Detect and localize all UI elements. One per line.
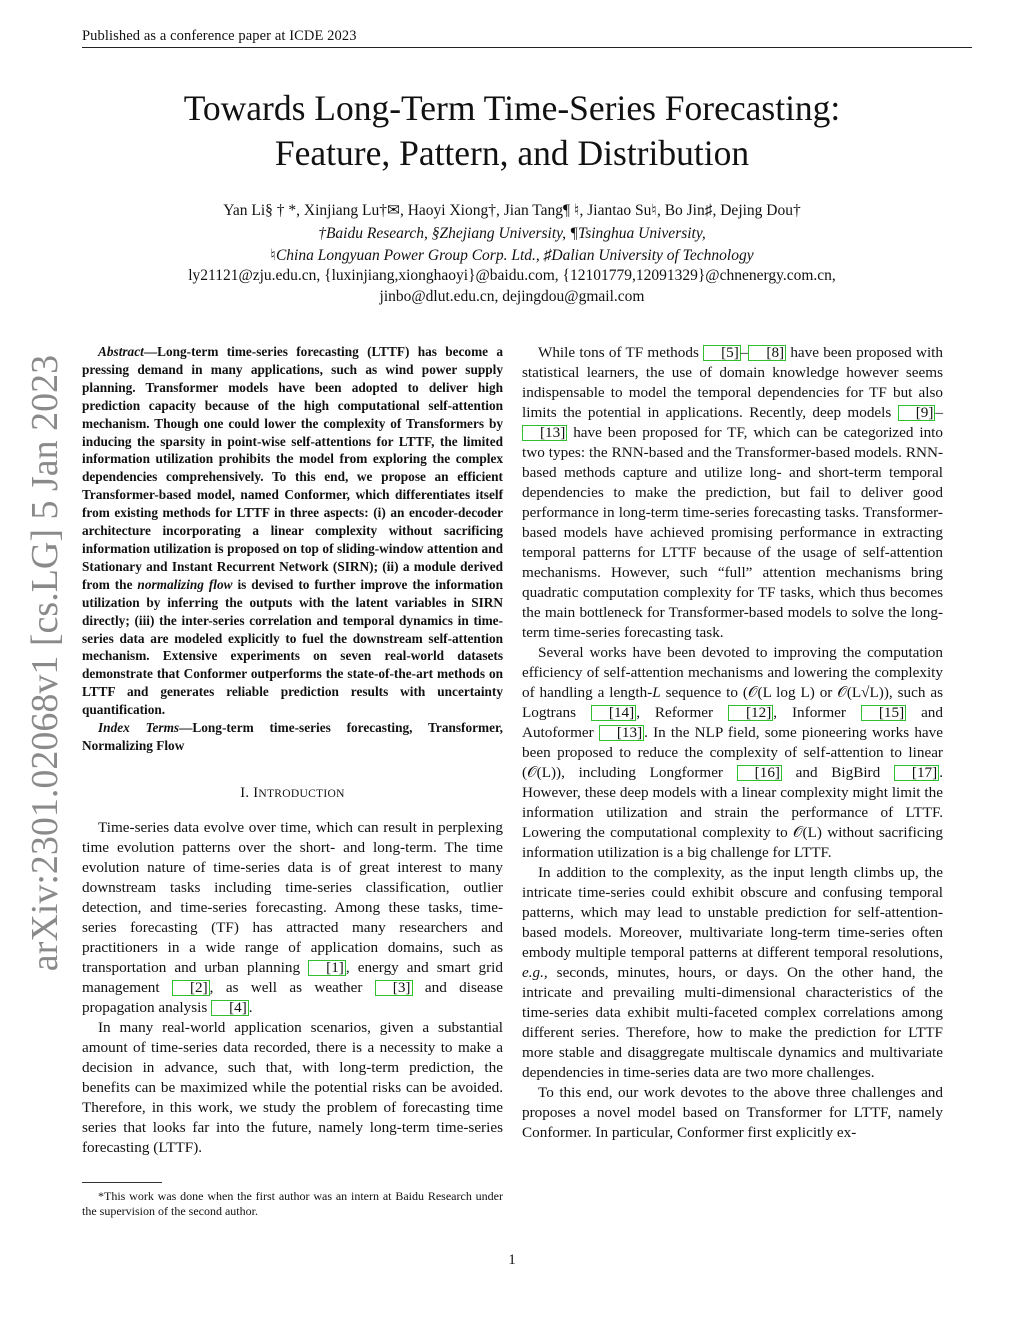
affiliation-line-1: †Baidu Research, §Zhejiang University, ¶Tsinghua University, [318, 225, 706, 242]
section-initial: I [253, 784, 259, 801]
text-run: without sacrificing information utilization is a big challenge for LTTF. [522, 824, 943, 861]
left-column [82, 343, 503, 1219]
title-line-1: Towards Long-Term Time-Series Forecasting: [183, 88, 841, 128]
email-line-1[interactable]: ly21121@zju.edu.cn, {luxinjiang,xionghaoyi}@baidu.com, {12101779,12091329}@chnenergy.com.cn, [188, 267, 836, 284]
text-run: and BigBird [781, 764, 894, 781]
math-expression: 𝒪(L log L) [747, 684, 815, 701]
text-run: , Reformer [636, 704, 728, 721]
abstract-emphasis: normalizing flow [137, 576, 233, 592]
text-run: – [740, 344, 749, 361]
citation-link[interactable]: [13] [599, 725, 644, 741]
section-number: I. [240, 784, 254, 801]
text-run: Time-series data evolve over time, which can result in perplexing time evolution patterns over the short- and long-term. The time evolution nature of time-series data is of great interest to many downstream tasks including time-series classification, outlier detection, and time-series forecasting. Among these tasks, time-series forecasting (TF) has attracted many researchers and practitioners in a wide range of application domains, such as transportation and urban planning [82, 818, 503, 976]
citation-link[interactable]: [5] [703, 345, 741, 361]
math-expression: 𝒪(L) [527, 764, 557, 781]
affiliation-line-2: ♮China Longyuan Power Group Corp. Ltd., ♯Dalian University of Technology [270, 247, 754, 264]
text-run: . However, these deep models with a linear complexity might limit the information utilization and strain the performance of LTTF. Lowering the computational complexity to [522, 764, 943, 841]
page-number: 1 [508, 1252, 516, 1268]
citation-link[interactable]: [9] [898, 405, 936, 421]
section-heading-introduction [82, 783, 503, 804]
right-paragraph-1 [522, 343, 943, 643]
text-run: e.g., [522, 964, 548, 981]
conference-header: Published as a conference paper at ICDE 2023 [82, 28, 357, 44]
citation-link[interactable]: [3] [375, 980, 413, 996]
citation-link[interactable]: [1] [308, 960, 346, 976]
email-line-2[interactable]: jinbo@dlut.edu.cn, dejingdou@gmail.com [379, 288, 645, 305]
paper-title [80, 86, 944, 176]
citation-link[interactable]: [16] [737, 765, 782, 781]
right-paragraph-3 [522, 863, 943, 1083]
text-run: ), including Longformer [556, 764, 737, 781]
text-run: . [248, 998, 253, 1016]
abstract-text: —Long-term time-series forecasting (LTTF) has become a pressing demand in many applications, such as wind power supply planning. Transformer models have been adopted to deliver high prediction capacity because of the high computational self-attention mechanism. Though one could lower the complexity of Transformers by inducing the sparsity in point-wise self-attentions for LTTF, the limited information utilization prohibits the model from exploring the complex dependencies comprehensively. To this end, we propose an efficient Transformer-based model, named Conformer, which differentiates itself from existing methods for LTTF in three aspects: (i) an encoder-decoder architecture incorporating a linear complexity without sacrificing information utilization is proposed on top of sliding-window attention and Stationary and Instant Recurrent Network (SIRN); (ii) a module derived from the [82, 344, 503, 592]
text-run: have been proposed for TF, which can be categorized into two types: the RNN-based and the Transformer-based models. RNN-based methods capture and utilize long- and short-term temporal dependencies to make the prediction, but fail to deliver good performance in long-term time-series forecasting tasks. Transformer-based models have achieved promising performance in extracting temporal patterns for LTTF because of the usage of self-attention mechanisms. However, such “full” attention mechanisms bring quadratic computation complexity for TF tasks, which thus becomes the main bottleneck for Transformer-based models to solve the long-term time-series forecasting task. [522, 424, 943, 641]
index-terms [82, 719, 503, 755]
footnote: *This work was done when the first author was an intern at Baidu Research under the supervision of the second author. [82, 1188, 503, 1218]
text-run: and Autoformer [522, 704, 943, 741]
text-run: In addition to the complexity, as the input length climbs up, the intricate time-series could exhibit obscure and confusing temporal patterns, which may lead to unstable prediction for self-attention-based models. Moreover, multivariate long-term time-series often embody multiple temporal patterns at different temporal resolutions, [522, 864, 943, 961]
footnote-rule [82, 1182, 162, 1183]
citation-link[interactable]: [8] [748, 345, 786, 361]
math-expression: 𝒪(L) [792, 824, 822, 841]
arxiv-stamp: arXiv:2301.02068v1 [cs.LG] 5 Jan 2023 [24, 354, 66, 972]
citation-link[interactable]: [15] [861, 705, 906, 721]
index-terms-label: Index Terms [98, 720, 180, 736]
text-run: and disease propagation analysis [82, 978, 504, 1016]
citation-link[interactable]: [2] [172, 980, 210, 996]
text-run: sequence to ( [660, 684, 748, 701]
title-line-2: Feature, Pattern, and Distribution [274, 133, 750, 173]
intro-paragraph-2: In many real-world application scenarios, given a substantial amount of time-series data recorded, there is a necessity to make a decision in advance, such that, with long-term prediction, the benefits can be maximized while the potential risks can be avoided. Therefore, in this work, we study the problem of forecasting time series that looks far into the future, namely long-term time-series forecasting (LTTF). [82, 1018, 503, 1156]
citation-link[interactable]: [17] [894, 765, 939, 781]
text-run: ), such as Logtrans [522, 684, 943, 721]
abstract [82, 343, 503, 719]
math-expression: 𝒪(L√L) [837, 684, 884, 701]
math-variable: L [652, 684, 661, 701]
section-title-rest: NTRODUCTION [258, 787, 345, 800]
text-run: have been proposed with statistical learners, the use of domain knowledge however seems indispensable to model the temporal dependencies for TF but also limits the potential in applications. Recently, deep models [522, 344, 943, 421]
text-run: While tons of TF methods [538, 344, 704, 361]
right-paragraph-4: To this end, our work devotes to the above three challenges and proposes a novel model based on Transformer for LTTF, namely Conformer. In particular, Conformer first explicitly ex- [522, 1084, 943, 1141]
text-run: . In the NLP field, some pioneering works have been proposed to reduce the complexity of self-attention to linear ( [522, 724, 943, 781]
intro-paragraph-1 [82, 818, 503, 1018]
text-run: – [935, 404, 943, 421]
citation-link[interactable]: [14] [591, 705, 636, 721]
right-column [522, 343, 943, 1143]
abstract-text-2: is devised to further improve the information utilization by inferring the outputs with the latent variables in SIRN directly; (iii) the inter-series correlation and temporal dynamics in time-series data are modeled explicitly to fuel the downstream self-attention mechanism. Extensive experiments on seven real-world datasets demonstrate that Conformer outperforms the state-of-the-art methods on LTTF and generates reliable prediction results with uncertainty quantification. [82, 576, 503, 718]
text-run: Several works have been devoted to improving the computation efficiency of self-attention mechanisms and lowering the complexity of handling a length- [522, 644, 943, 701]
index-terms-text: —Long-term time-series forecasting, Transformer, Normalizing Flow [82, 720, 504, 753]
abstract-label: Abstract [98, 344, 144, 359]
text-run: seconds, minutes, hours, or days. On the other hand, the intricate and prevailing multi-dimensional characteristics of the time-series data exhibit multi-faceted complex correlations among different series. Therefore, how to make the prediction for LTTF more stable and disaggregate multiscale dynamics and multivariate dependencies in time-series data are two more challenges. [522, 964, 943, 1081]
citation-link[interactable]: [4] [211, 1000, 249, 1016]
citation-link[interactable]: [13] [522, 425, 567, 441]
header-rule [82, 47, 972, 48]
citation-link[interactable]: [12] [728, 705, 773, 721]
right-paragraph-2 [522, 643, 943, 863]
author-list: Yan Li§ † *, Xinjiang Lu†✉, Haoyi Xiong†, Jian Tang¶ ♮, Jiantao Su♮, Bo Jin♯, Dejing Dou† [223, 202, 801, 219]
text-run: or [814, 684, 838, 701]
text-run: , Informer [773, 704, 861, 721]
text-run: , energy and smart grid management [82, 958, 503, 996]
text-run: , as well as weather [209, 978, 375, 996]
